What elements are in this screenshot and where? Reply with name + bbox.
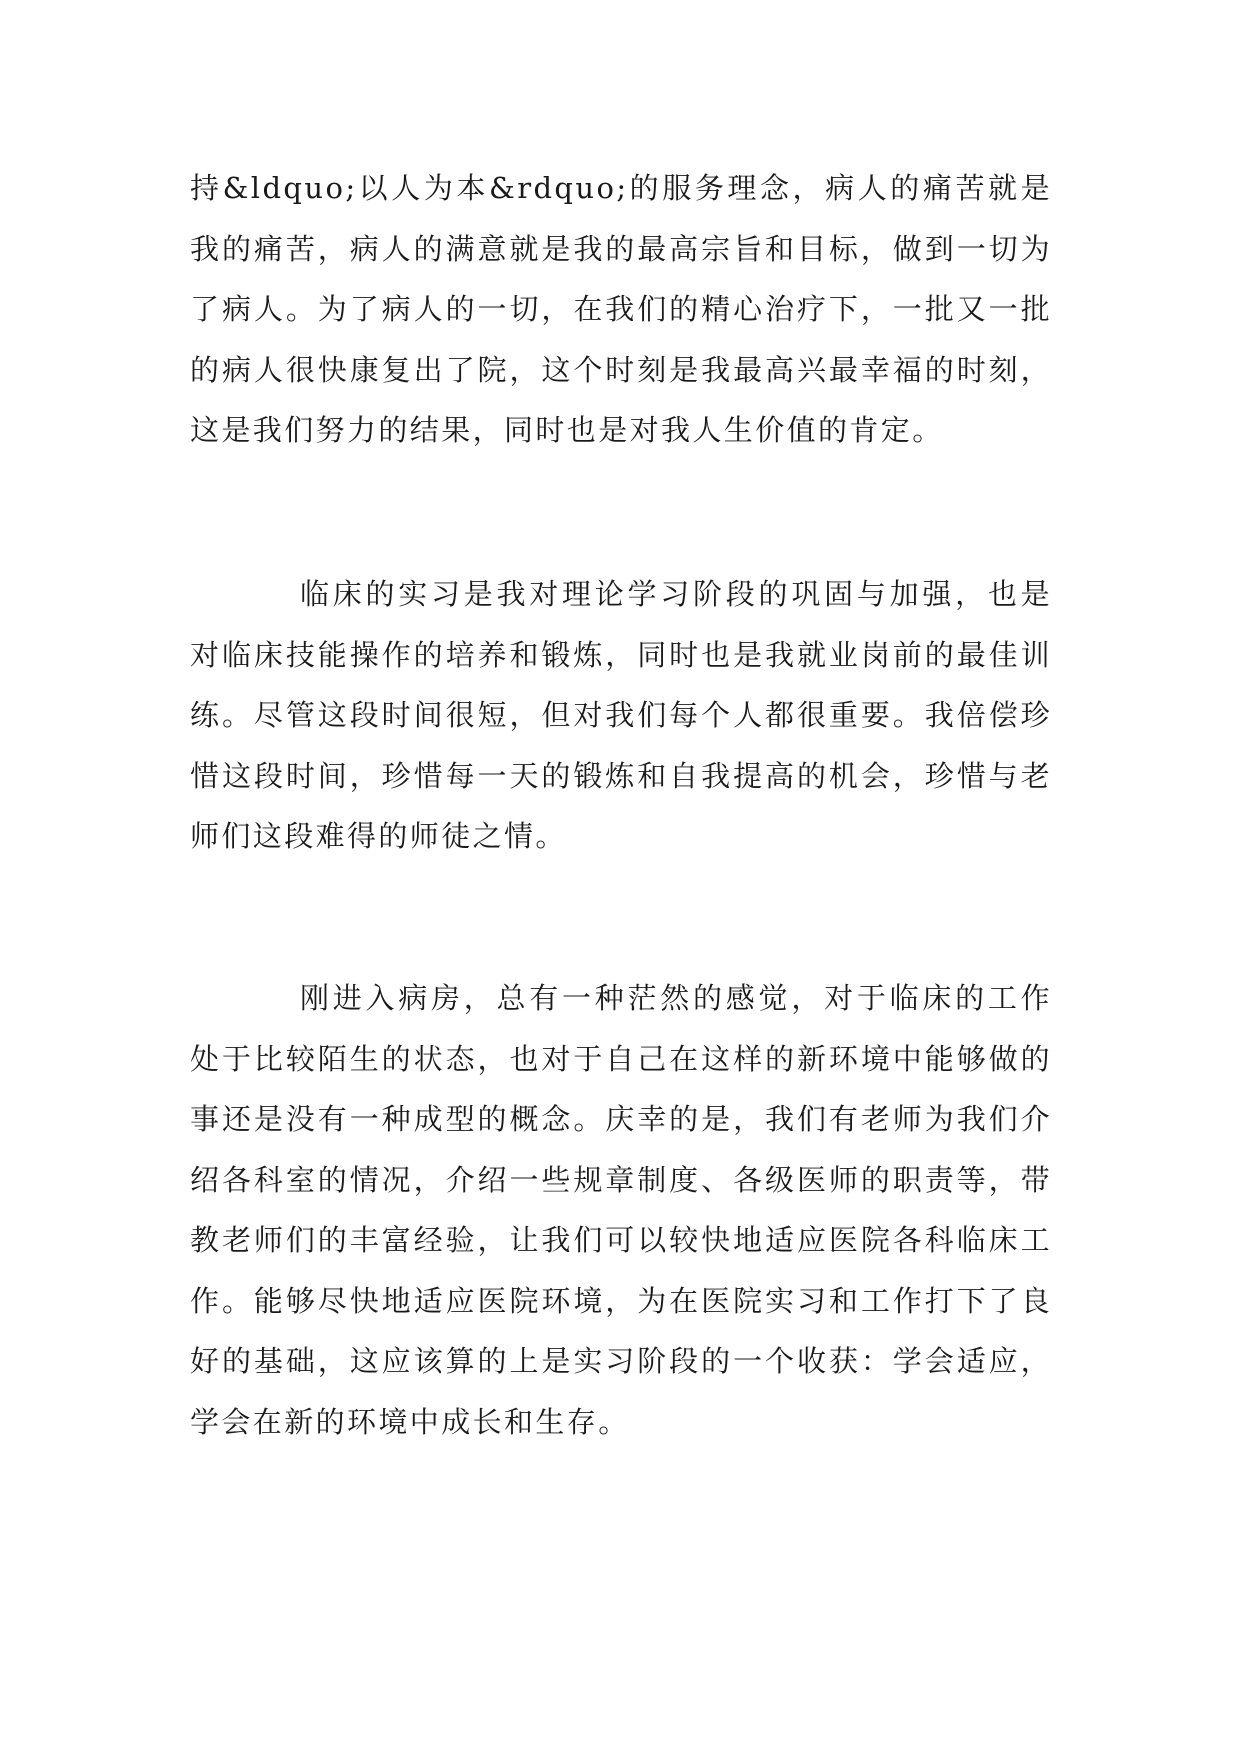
paragraph-clinical-internship: 临床的实习是我对理论学习阶段的巩固与加强，也是对临床技能操作的培养和锻炼，同时也是我就业岗前的最佳训练。尽管这段时间很短，但对我们每个人都很重要。我倍偿珍惜这段时间，珍惜每一天的锻炼和自我提高的机会，珍惜与老师们这段难得的师徒之情。 [190, 577, 1052, 853]
paragraph-service-philosophy: 持&ldquo;以人为本&rdquo;的服务理念，病人的痛苦就是我的痛苦，病人的满意就是我的最高宗旨和目标，做到一切为了病人。为了病人的一切，在我们的精心治疗下，一批又一批的病人很快康复出了院，这个时刻是我最高兴最幸福的时刻，这是我们努力的结果，同时也是对我人生价值的肯定。 [190, 171, 1052, 447]
paragraph-entering-ward: 刚进入病房，总有一种茫然的感觉，对于临床的工作处于比较陌生的状态，也对于自己在这样的新环境中能够做的事还是没有一种成型的概念。庆幸的是，我们有老师为我们介绍各科室的情况，介绍一些规章制度、各级医师的职责等，带教老师们的丰富经验，让我们可以较快地适应医院各科临床工作。能够尽快地适应医院环境，为在医院实习和工作打下了良好的基础，这应该算的上是实习阶段的一个收获：学会适应，学会在新的环境中成长和生存。 [190, 981, 1052, 1439]
